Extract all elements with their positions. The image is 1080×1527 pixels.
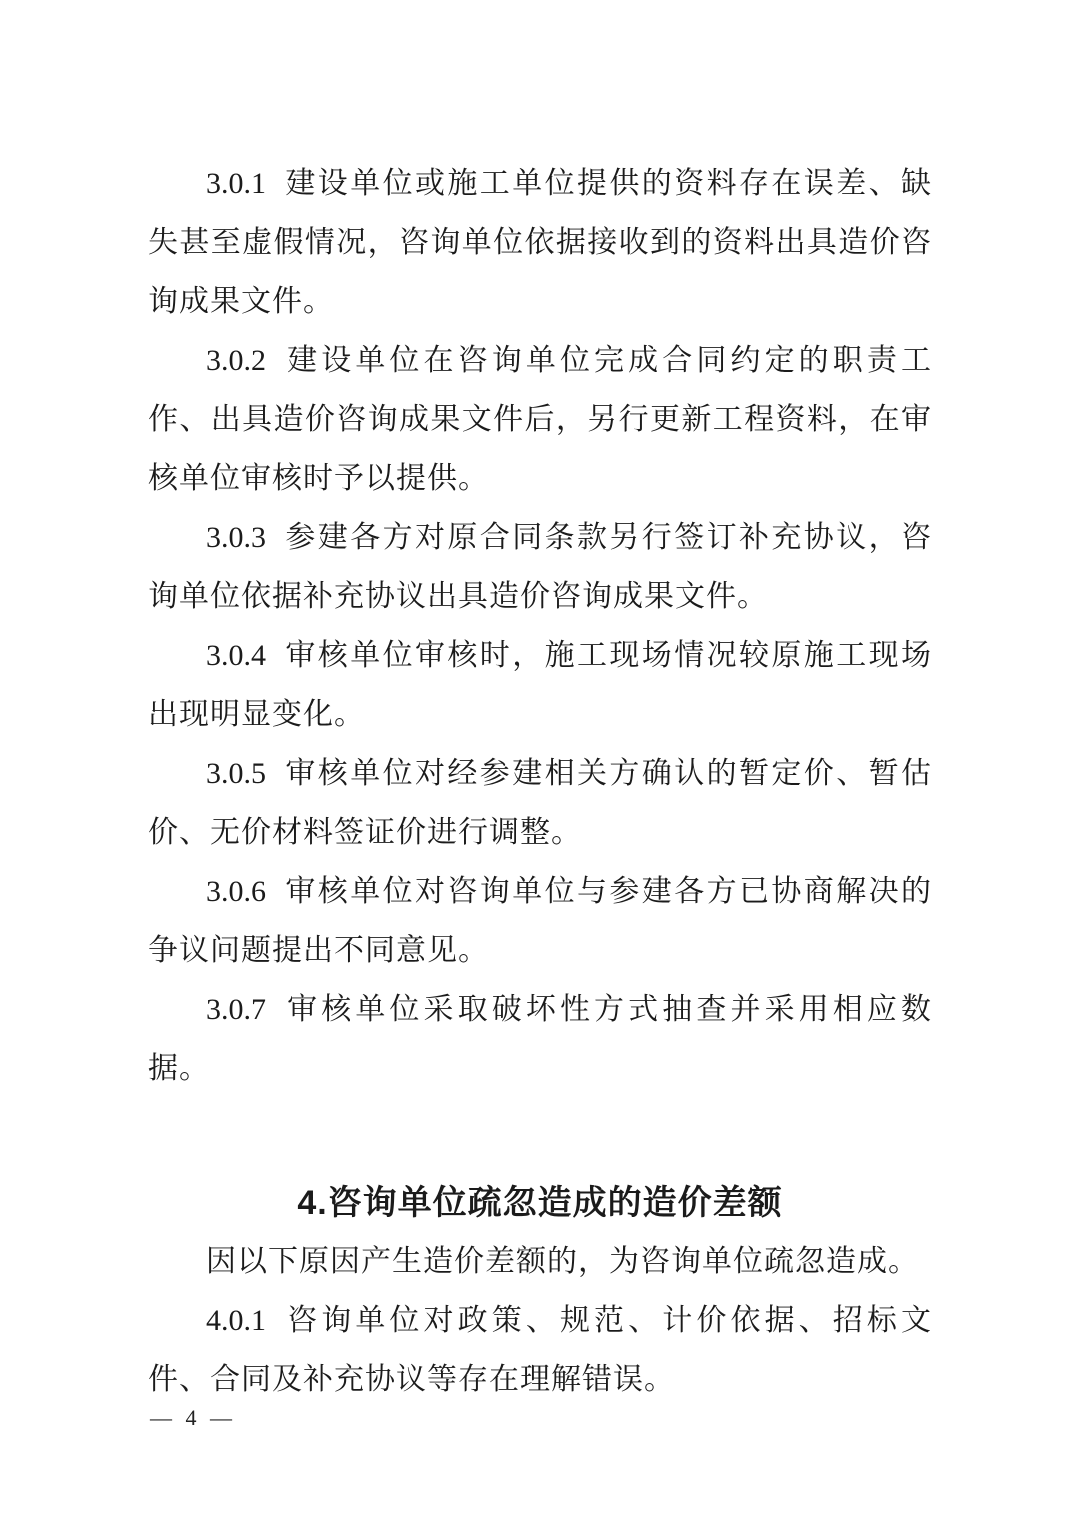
- clause-text: 咨询单位对政策、规范、计价依据、招标文件、合同及补充协议等存在理解错误。: [148, 1304, 932, 1396]
- clause-number: 3.0.2: [206, 344, 266, 377]
- clause-text: 审核单位审核时，施工现场情况较原施工现场出现明显变化。: [148, 639, 932, 731]
- clause-number: 3.0.7: [206, 993, 266, 1026]
- clause-text: 审核单位对经参建相关方确认的暂定价、暂估价、无价材料签证价进行调整。: [148, 757, 932, 849]
- clause-number: 3.0.6: [206, 875, 266, 908]
- clause-3-0-3: [148, 508, 932, 626]
- page-number: — 4 —: [150, 1405, 236, 1430]
- clause-text: 审核单位对咨询单位与参建各方已协商解决的争议问题提出不同意见。: [148, 875, 932, 967]
- clause-number: 3.0.5: [206, 757, 266, 790]
- clause-3-0-7: [148, 980, 932, 1098]
- clause-text: 建设单位或施工单位提供的资料存在误差、缺失甚至虚假情况，咨询单位依据接收到的资料出具造价咨询成果文件。: [148, 167, 932, 318]
- clause-number: 3.0.1: [206, 167, 266, 200]
- clause-3-0-4: [148, 626, 932, 744]
- section-4-intro: 因以下原因产生造价差额的，为咨询单位疏忽造成。: [206, 1245, 919, 1278]
- page-content: [148, 154, 932, 1409]
- clause-text: 建设单位在咨询单位完成合同约定的职责工作、出具造价咨询成果文件后，另行更新工程资料，在审核单位审核时予以提供。: [148, 344, 932, 495]
- section-4-heading: 4.咨询单位疏忽造成的造价差额: [297, 1184, 783, 1222]
- clause-3-0-2: [148, 331, 932, 508]
- clause-text: 参建各方对原合同条款另行签订补充协议，咨询单位依据补充协议出具造价咨询成果文件。: [148, 521, 932, 613]
- clause-number: 3.0.4: [206, 639, 266, 672]
- clause-3-0-5: [148, 744, 932, 862]
- clause-3-0-1: [148, 154, 932, 331]
- clause-4-0-1: [148, 1291, 932, 1409]
- clause-number: 4.0.1: [206, 1304, 266, 1337]
- clause-number: 3.0.3: [206, 521, 266, 554]
- clause-3-0-6: [148, 862, 932, 980]
- clause-text: 审核单位采取破坏性方式抽查并采用相应数据。: [148, 993, 932, 1085]
